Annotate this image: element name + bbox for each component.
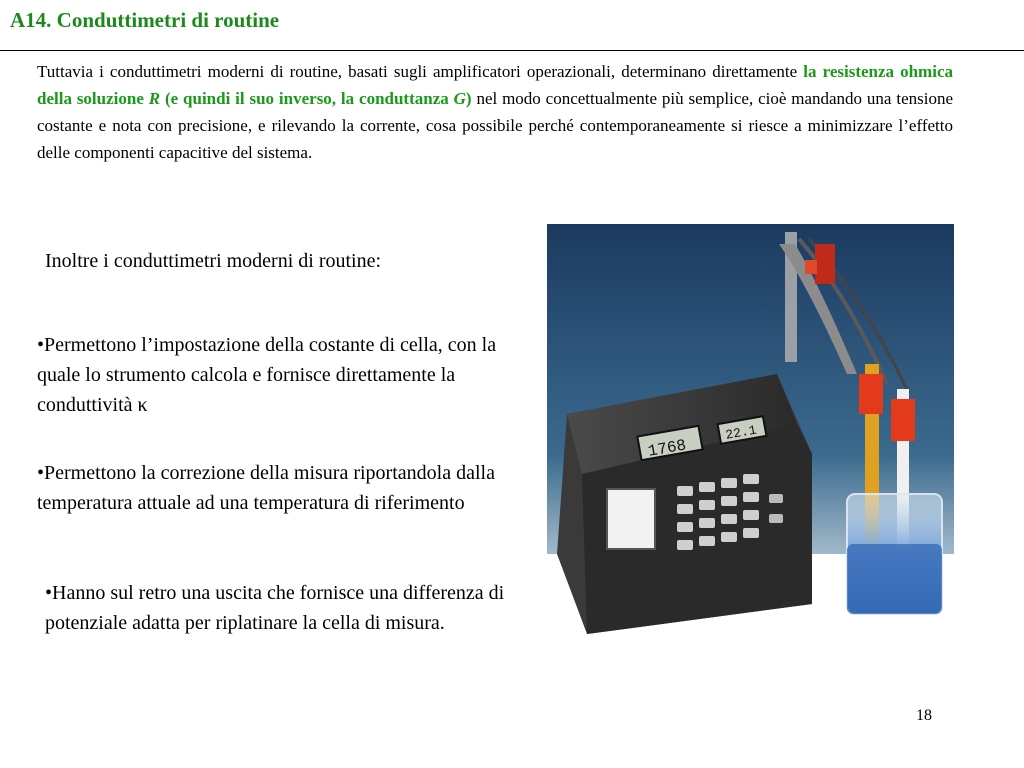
secondary-display-value: 22.1	[724, 422, 758, 443]
printer-paper	[607, 489, 655, 549]
intro-highlight-1: la resistenza ohmica della soluzione	[37, 62, 953, 108]
symbol-g: G	[453, 89, 466, 108]
probe-cap	[891, 399, 915, 441]
title-divider	[0, 50, 1024, 51]
bullet-cell-constant: •Permettono l’impostazione della costante di cella, con la quale lo strumento calcola e fornisce direttamente la conduttività κ	[37, 334, 497, 416]
conductivity-meter-photo	[547, 224, 954, 643]
intro-text-2: nel modo concettualmente più semplice, cioè mandando una tensione costante e nota con precisione, e rilevando la corrente, cosa possibile perché contemporaneamente si riesce a minimizzare l’effetto delle componenti capacitive del sistema.	[37, 89, 953, 162]
clamp-knob	[805, 260, 817, 274]
bullet-rear-output: •Hanno sul retro una uscita che fornisce una differenza di potenziale adatta per riplatinare la cella di misura.	[45, 582, 505, 634]
main-display-value: 1768	[646, 436, 688, 461]
intro-highlight-3: )	[465, 89, 472, 108]
electrode-cap	[859, 374, 883, 414]
slide-title: A14. Conduttimetri di routine	[10, 8, 280, 32]
intro-paragraph	[37, 58, 953, 166]
bullet-temperature-correction: •Permettono la correzione della misura riportandola dalla temperatura attuale ad una temperatura di riferimento	[37, 462, 495, 514]
intro-text-1: Tuttavia i conduttimetri moderni di routine, basati sugli amplificatori operazionali, determinano direttamente	[37, 62, 804, 81]
lead-text: Inoltre i conduttimetri moderni di routine:	[45, 250, 382, 272]
electrode-clamp	[815, 244, 835, 284]
intro-highlight-2: (e quindi il suo inverso, la conduttanza	[160, 89, 454, 108]
beaker-solution	[847, 544, 942, 614]
page-number: 18	[916, 707, 932, 724]
symbol-r: R	[148, 89, 161, 108]
